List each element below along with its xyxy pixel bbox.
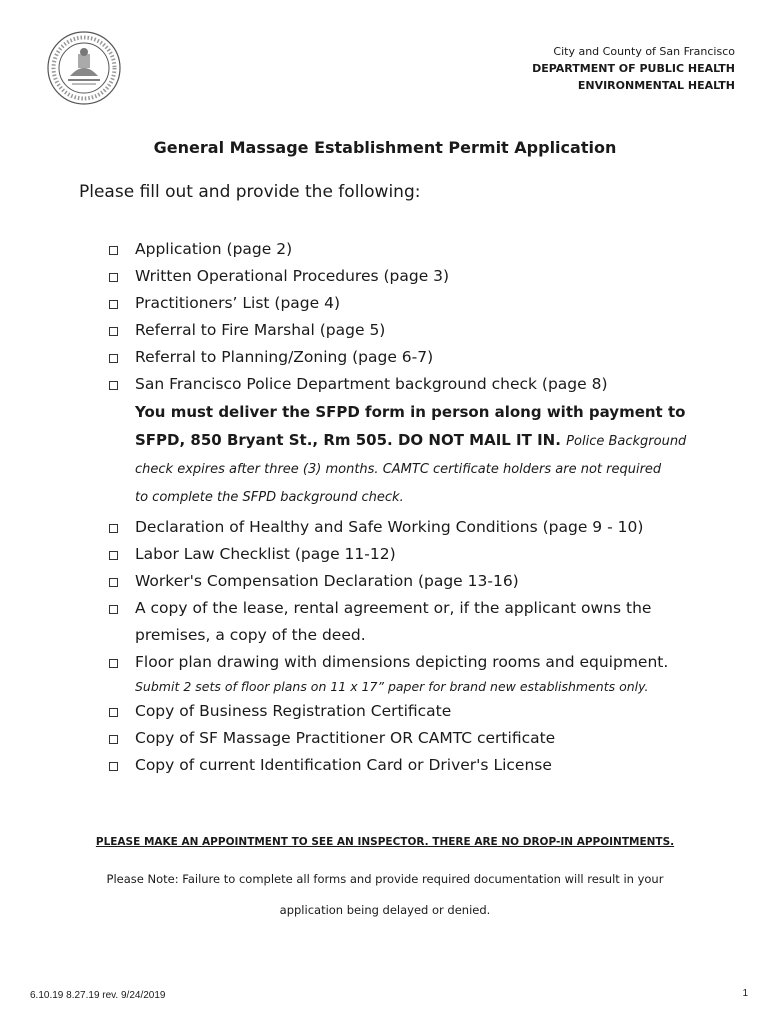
list-item xyxy=(104,290,724,317)
agency-header xyxy=(532,43,735,94)
please-note-line-1: Please Note: Failure to complete all forms and provide required documentation will result in your xyxy=(106,872,664,886)
checkbox-icon[interactable] xyxy=(109,354,118,363)
revision-date: 6.10.19 8.27.19 rev. 9/24/2019 xyxy=(30,990,166,1001)
list-item xyxy=(104,263,724,290)
checkbox-icon[interactable] xyxy=(109,327,118,336)
list-item xyxy=(104,725,724,752)
checkbox-icon[interactable] xyxy=(109,381,118,390)
list-item xyxy=(104,317,724,344)
department-name: DEPARTMENT OF PUBLIC HEALTH xyxy=(532,62,735,75)
checkbox-icon[interactable] xyxy=(109,524,118,533)
sfpd-address: SFPD, 850 Bryant St., Rm 505. DO NOT MAIL IT IN. xyxy=(135,431,561,449)
list-item xyxy=(104,568,724,595)
floor-plan-note: Submit 2 sets of floor plans on 11 x 17” paper for brand new establishments only. xyxy=(135,679,649,694)
item-label: Worker's Compensation Declaration (page 13-16) xyxy=(135,572,519,590)
list-item xyxy=(104,344,724,371)
checkbox-icon[interactable] xyxy=(109,273,118,282)
checkbox-icon[interactable] xyxy=(109,246,118,255)
item-label: Copy of SF Massage Practitioner OR CAMTC certificate xyxy=(135,729,556,747)
item-label: Application (page 2) xyxy=(135,240,293,258)
item-label: Labor Law Checklist (page 11-12) xyxy=(135,545,396,563)
item-label: Copy of current Identification Card or Driver's License xyxy=(135,756,552,774)
checklist xyxy=(104,236,724,779)
please-note xyxy=(0,864,770,926)
page-number: 1 xyxy=(742,988,748,999)
list-item xyxy=(104,595,724,649)
item-label: Written Operational Procedures (page 3) xyxy=(135,267,450,285)
item-label: San Francisco Police Department background check (page 8) xyxy=(135,375,608,393)
list-item xyxy=(104,752,724,779)
checkbox-icon[interactable] xyxy=(109,659,118,668)
sfpd-note-italic-3: to complete the SFPD background check. xyxy=(135,490,404,505)
item-label: Declaration of Healthy and Safe Working Conditions (page 9 - 10) xyxy=(135,518,644,536)
checkbox-icon[interactable] xyxy=(109,735,118,744)
list-item xyxy=(104,236,724,263)
checkbox-icon[interactable] xyxy=(109,708,118,717)
item-label: Referral to Planning/Zoning (page 6-7) xyxy=(135,348,434,366)
list-item xyxy=(104,514,724,541)
sfpd-note-italic-1: Police Background xyxy=(566,434,687,449)
item-label: A copy of the lease, rental agreement or, if the applicant owns the premises, a copy of the deed. xyxy=(135,599,652,644)
list-item xyxy=(104,698,724,725)
sfpd-note-bold-2 xyxy=(135,426,724,456)
document-title: General Massage Establishment Permit Application xyxy=(153,138,617,157)
item-label: Practitioners’ List (page 4) xyxy=(135,294,340,312)
sfpd-note-italic-2: check expires after three (3) months. CAMTC certificate holders are not required xyxy=(135,462,662,477)
city-name: City and County of San Francisco xyxy=(553,45,735,58)
checkbox-icon[interactable] xyxy=(109,300,118,309)
list-item xyxy=(104,371,724,512)
appointment-notice: PLEASE MAKE AN APPOINTMENT TO SEE AN INSPECTOR. THERE ARE NO DROP-IN APPOINTMENTS. xyxy=(95,836,675,848)
division-name: ENVIRONMENTAL HEALTH xyxy=(577,79,735,92)
list-item xyxy=(104,649,724,698)
checkbox-icon[interactable] xyxy=(109,605,118,614)
list-item xyxy=(104,541,724,568)
city-seal-icon xyxy=(46,30,122,106)
please-note-line-2: application being delayed or denied. xyxy=(279,903,491,917)
checkbox-icon[interactable] xyxy=(109,578,118,587)
sfpd-note-bold-1: You must deliver the SFPD form in person along with payment to xyxy=(135,403,686,421)
item-label: Copy of Business Registration Certificate xyxy=(135,702,452,720)
item-label: Referral to Fire Marshal (page 5) xyxy=(135,321,386,339)
intro-text: Please fill out and provide the following: xyxy=(79,182,421,202)
checkbox-icon[interactable] xyxy=(109,551,118,560)
checkbox-icon[interactable] xyxy=(109,762,118,771)
item-label: Floor plan drawing with dimensions depicting rooms and equipment. xyxy=(135,653,669,671)
